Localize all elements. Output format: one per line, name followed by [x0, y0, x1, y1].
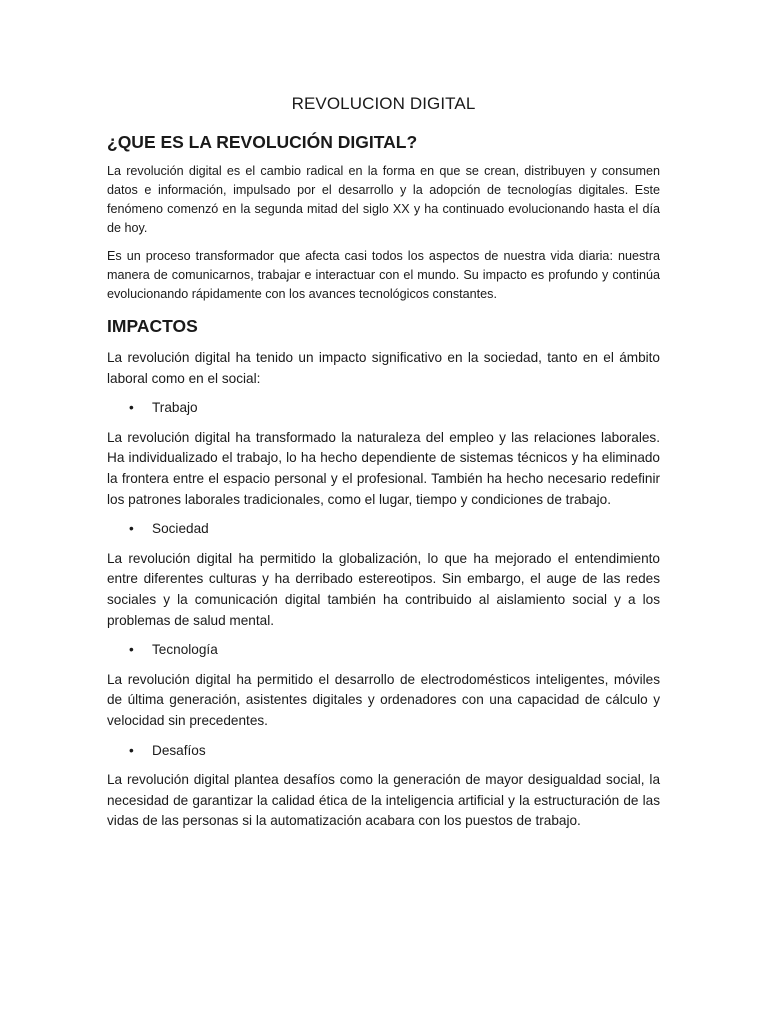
paragraph-tecnologia: La revolución digital ha permitido el desarrollo de electrodomésticos inteligentes, móviles de última generación, asistentes digitales y ordenadores con una capacidad de cálculo y velocidad sin precedentes. — [107, 671, 660, 728]
section-heading-impactos: IMPACTOS — [107, 316, 198, 336]
document-body — [107, 92, 660, 841]
bullet-item-sociedad — [107, 519, 660, 540]
document-title: REVOLUCION DIGITAL — [291, 94, 476, 113]
section-heading-que-es: ¿QUE ES LA REVOLUCIÓN DIGITAL? — [107, 132, 418, 152]
bullet-label-sociedad: Sociedad — [152, 521, 209, 537]
paragraph-trabajo: La revolución digital ha transformado la naturaleza del empleo y las relaciones laborales. Ha individualizado el trabajo, lo ha hecho dependiente de sistemas técnicos y ha eliminado la frontera entre el espacio personal y el profesional. También ha hecho necesario redefinir los patrones laborales tradicionales, como el lugar, tiempo y condiciones de trabajo. — [107, 429, 660, 507]
bullet-label-desafios: Desafíos — [152, 742, 206, 758]
bullet-icon: • — [129, 742, 134, 758]
bullet-label-trabajo: Trabajo — [152, 400, 198, 416]
bullet-list-sociedad — [107, 519, 660, 540]
paragraph-que-es-2: Es un proceso transformador que afecta casi todos los aspectos de nuestra vida diaria: nuestra manera de comunicarnos, trabajar e interactuar con el mundo. Su impacto es profundo y continúa evolucionando rápidamente con los avances tecnológicos constantes. — [107, 249, 660, 301]
bullet-item-trabajo — [107, 398, 660, 419]
paragraph-sociedad: La revolución digital ha permitido la globalización, lo que ha mejorado el entendimiento entre diferentes culturas y ha derribado estereotipos. Sin embargo, el auge de las redes sociales y la comunicación digital también ha contribuido al aislamiento social y a los problemas de salud mental. — [107, 550, 660, 628]
bullet-list-trabajo — [107, 398, 660, 419]
paragraph-que-es-1: La revolución digital es el cambio radical en la forma en que se crean, distribuyen y consumen datos e información, impulsado por el desarrollo y la adopción de tecnologías digitales. Este fenómeno comenzó en la segunda mitad del siglo XX y ha continuado evolucionando hasta el día de hoy. — [107, 164, 660, 235]
bullet-item-desafios — [107, 741, 660, 762]
bullet-icon: • — [129, 521, 134, 537]
bullet-icon: • — [129, 642, 134, 658]
bullet-list-tecnologia — [107, 640, 660, 661]
paragraph-desafios: La revolución digital plantea desafíos como la generación de mayor desigualdad social, la necesidad de garantizar la calidad ética de la inteligencia artificial y la estructuración de las vidas de las personas si la automatización acabara con los puestos de trabajo. — [107, 772, 660, 829]
bullet-list-desafios — [107, 741, 660, 762]
bullet-label-tecnologia: Tecnología — [152, 642, 218, 658]
paragraph-impactos-intro: La revolución digital ha tenido un impacto significativo en la sociedad, tanto en el ámbito laboral como en el social: — [107, 350, 660, 386]
bullet-icon: • — [129, 400, 134, 416]
bullet-item-tecnologia — [107, 640, 660, 661]
